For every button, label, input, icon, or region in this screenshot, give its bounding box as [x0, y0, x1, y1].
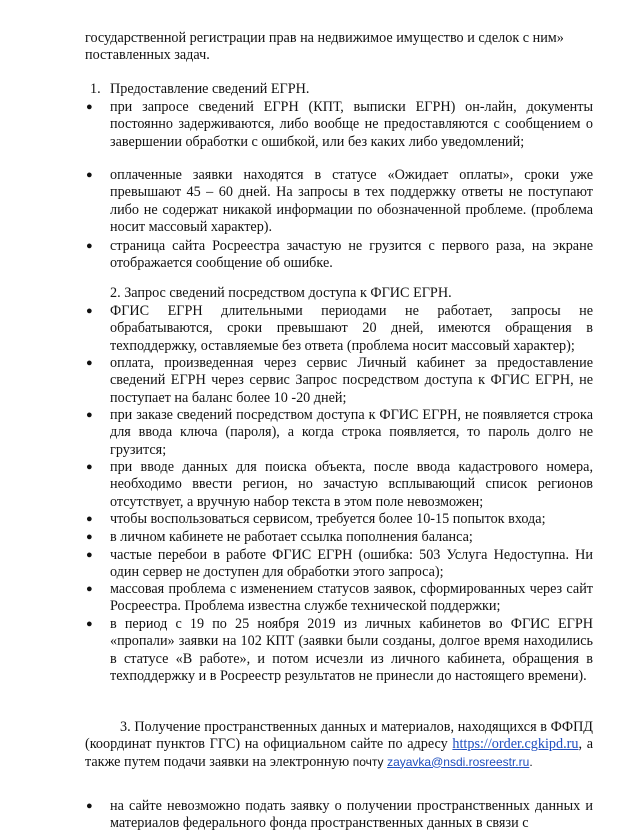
section2-item-3: при заказе сведений посредством доступа к ФГИС ЕГРН, не появляется строка для ввода ключа (пароля), а когда строка появляется, то пароль долго не грузится;	[110, 407, 593, 458]
bullet-icon: ●	[86, 583, 93, 595]
mail-prefix: почту	[352, 754, 384, 769]
section3-text: 3. Получение пространственных данных и материалов, находящихся в ФФПД (координат пунктов ГГС) на официальном сайте по адресу	[85, 719, 593, 753]
bullet-icon: ●	[86, 101, 93, 113]
section1-number: 1.	[90, 81, 101, 97]
intro-paragraph: государственной регистрации прав на недвижимое имущество и сделок с ним» поставленных задач.	[85, 30, 564, 64]
section2-item-8: массовая проблема с изменением статусов заявок, сформированных через сайт Росреестра. Проблема известна службе технической поддержки;	[110, 581, 593, 615]
section2-item-1: ФГИС ЕГРН длительными периодами не работает, запросы не обрабатываются, сроки превышают 20 дней, имеются обращения в техподдержку, оставляемые без ответа (проблема носит массовый характер);	[110, 303, 593, 354]
bullet-icon: ●	[86, 549, 93, 561]
email-link[interactable]: zayavka@nsdi.rosreestr.ru	[387, 754, 530, 769]
mail-suffix: .	[529, 754, 533, 769]
section2-item-7: частые перебои в работе ФГИС ЕГРН (ошибка: 503 Услуга Недоступна. Ни один сервер не доступен для обработки этого запроса);	[110, 547, 593, 581]
section3-item-1: на сайте невозможно подать заявку о получении пространственных данных и материалов федерального фонда пространственных данных в связи с	[110, 798, 593, 832]
bullet-icon: ●	[86, 531, 93, 543]
section1-item-3: страница сайта Росреестра зачастую не грузится с первого раза, на экране отображается сообщение об ошибке.	[110, 238, 593, 272]
bullet-icon: ●	[86, 357, 93, 369]
section2-heading: 2. Запрос сведений посредством доступа к ФГИС ЕГРН.	[110, 285, 452, 301]
bullet-icon: ●	[86, 618, 93, 630]
order-site-link[interactable]: https://order.cgkipd.ru	[452, 736, 579, 753]
section2-item-2: оплата, произведенная через сервис Личный кабинет за предоставление сведений ЕГРН через сервис Запрос посредством доступа к ФГИС ЕГРН, не поступает на баланс более 10 -20 дней;	[110, 355, 593, 406]
bullet-icon: ●	[86, 461, 93, 473]
section3-text-continued: , а также путем подачи заявки на электронную	[85, 736, 593, 770]
bullet-icon: ●	[86, 800, 93, 812]
bullet-icon: ●	[86, 305, 93, 317]
bullet-icon: ●	[86, 169, 93, 181]
bullet-icon: ●	[86, 240, 93, 252]
section3-paragraph	[85, 719, 593, 771]
section2-item-5: чтобы воспользоваться сервисом, требуется более 10-15 попыток входа;	[110, 511, 546, 527]
section2-item-6: в личном кабинете не работает ссылка пополнения баланса;	[110, 529, 473, 545]
bullet-icon: ●	[86, 513, 93, 525]
section2-item-4: при вводе данных для поиска объекта, после ввода кадастрового номера, необходимо ввести регион, но зачастую всплывающий список регионов отсутствует, а вручную набор текста в этом поле невозможен;	[110, 459, 593, 510]
bullet-icon: ●	[86, 409, 93, 421]
section1-heading: Предоставление сведений ЕГРН.	[110, 81, 310, 97]
section2-item-9: в период с 19 по 25 ноября 2019 из личных кабинетов во ФГИС ЕГРН «пропали» заявки на 102 КПТ (заявки были созданы, долгое время находились в статусе «В работе», и потом исчезли из личного кабинета, обращения в техподдержку и в Росреестр результатов не принесли до настоящего времени).	[110, 616, 593, 684]
section1-item-1: при запросе сведений ЕГРН (КПТ, выписки ЕГРН) он-лайн, документы постоянно задерживаются, либо вообще не предоставляются с сообщением о завершении обработки с ошибкой, или без каких либо уведомлений;	[110, 99, 593, 150]
section1-item-2: оплаченные заявки находятся в статусе «Ожидает оплаты», сроки уже превышают 45 – 60 дней. На запросы в тех поддержку ответы не поступают либо не содержат никакой информации по обозначенной проблеме. (проблема носит массовый характер).	[110, 167, 593, 235]
